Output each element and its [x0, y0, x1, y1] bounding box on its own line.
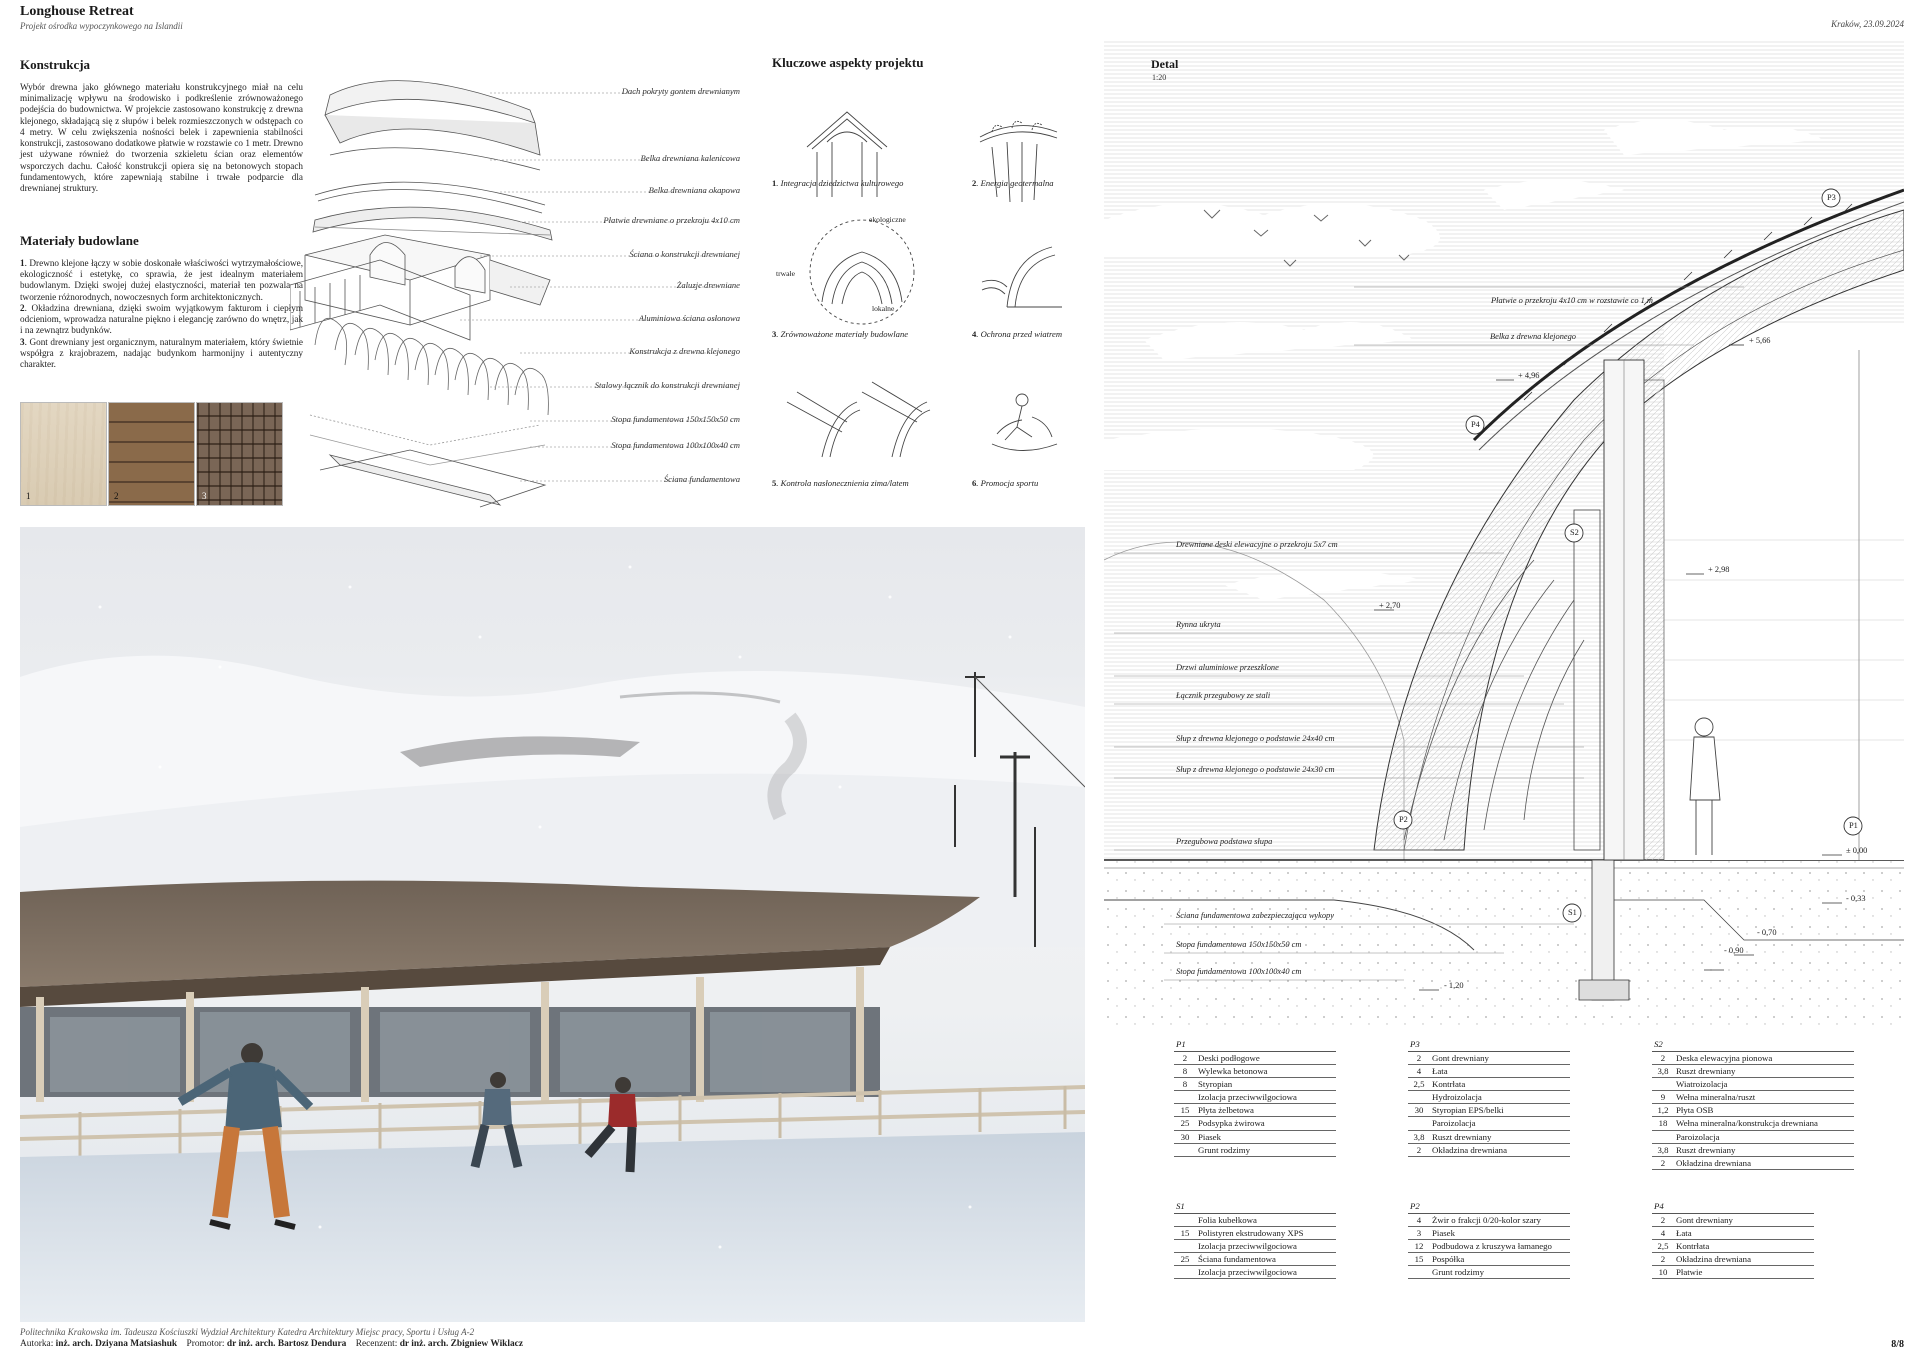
level-sign: -: [1846, 894, 1849, 903]
layer-material: Izolacja przeciwwilgociowa: [1198, 1092, 1297, 1103]
layer-thickness: 15: [1180, 1228, 1190, 1239]
layer-thickness: [1408, 1117, 1430, 1129]
layer-table-p2: [1408, 1201, 1570, 1279]
level-value: 1,20: [1448, 981, 1464, 990]
layer-thickness: 10: [1658, 1267, 1668, 1278]
layer-thickness: 15: [1414, 1254, 1424, 1265]
layer-row: [1408, 1117, 1570, 1130]
sustainable-materials-icon: [792, 212, 932, 332]
layer-row: [1174, 1117, 1336, 1130]
level-sign: +: [1518, 371, 1523, 380]
layer-material: Płatwie: [1676, 1267, 1703, 1278]
layer-row: [1652, 1052, 1854, 1065]
layer-thickness: [1652, 1131, 1674, 1143]
layer-material: Paroizolacja: [1676, 1131, 1720, 1142]
layer-material: Kontrłata: [1432, 1079, 1466, 1090]
layer-row: [1174, 1227, 1336, 1240]
material-2-text: . Okładzina drewniana, dzięki swoim wyjątkowym fakturom i ciepłym odcieniom, wprowadza naturalne piękno i elegancję zarówno do wnętrz, jak i na zewnątrz budynków.: [20, 302, 303, 336]
sport-icon: [977, 382, 1067, 462]
detail-label-footing-150: Stopa fundamentowa 150x150x50 cm: [1176, 940, 1302, 949]
layer-material: Ruszt drewniany: [1676, 1066, 1736, 1077]
level-value: 4,96: [1524, 371, 1540, 380]
material-swatch-cladding: [108, 402, 195, 506]
layer-table-title: P4: [1652, 1201, 1814, 1214]
layer-row: [1174, 1104, 1336, 1117]
layer-thickness: [1174, 1240, 1196, 1252]
layer-thickness: 3: [1416, 1228, 1422, 1239]
level-value: 0,00: [1852, 846, 1868, 855]
detail-label-column-24x40: Słup z drewna klejonego o podstawie 24x40 cm: [1176, 734, 1335, 743]
layer-thickness: 18: [1658, 1118, 1668, 1129]
material-3-text: . Gont drewniany jest organicznym, naturalnym materiałem, który świetnie współgra z krajobrazem, nadając budynkom harmonijny i autentyczny charakter.: [20, 336, 303, 369]
layer-material: Łata: [1432, 1066, 1448, 1077]
level-sign: -: [1444, 981, 1447, 990]
axo-label-roof: Dach pokryty gontem drewnianym: [621, 86, 740, 96]
detail-drawing: [1104, 40, 1904, 1030]
aspect-4: [972, 329, 1062, 339]
word-trwale: trwałe: [776, 269, 795, 278]
layer-thickness: 2,5: [1657, 1241, 1669, 1252]
aspect-5-label: . Kontrola nasłonecznienia zima/latem: [776, 478, 909, 488]
layer-material: Pospółka: [1432, 1254, 1465, 1265]
callout-s1: S1: [1568, 908, 1577, 917]
layer-material: Okładzina drewniana: [1676, 1157, 1751, 1168]
detail-title: Detal: [1151, 57, 1179, 71]
detail-label-column-base: Przegubowa podstawa słupa: [1176, 837, 1273, 846]
layer-thickness: 25: [1180, 1254, 1190, 1265]
layer-row: [1174, 1078, 1336, 1091]
layer-material: Hydroizolacja: [1432, 1092, 1482, 1103]
axo-label-steel-connector: Stalowy łącznik do konstrukcji drewnianej: [594, 380, 740, 390]
layer-row: [1408, 1078, 1570, 1091]
materials-heading: Materiały budowlane: [20, 233, 139, 248]
detail-label-purlins: Płatwie o przekroju 4x10 cm w rozstawie co 1 m: [1491, 296, 1653, 305]
layer-row: [1408, 1131, 1570, 1144]
material-3-num: 3: [20, 336, 25, 347]
layer-material: Wełna mineralna/konstrukcja drewniana: [1676, 1118, 1818, 1129]
axo-label-footing-100: Stopa fundamentowa 100x100x40 cm: [611, 440, 740, 450]
layer-table-title: P1: [1174, 1039, 1336, 1052]
key-aspects-heading: Kluczowe aspekty projektu: [772, 55, 924, 70]
layer-thickness: 3,8: [1657, 1066, 1669, 1077]
materials-text: [20, 258, 303, 370]
layer-material: Łata: [1676, 1228, 1692, 1239]
layer-thickness: 30: [1414, 1105, 1424, 1116]
layer-thickness: 1,2: [1657, 1105, 1669, 1116]
layer-material: Izolacja przeciwwilgociowa: [1198, 1267, 1297, 1278]
layer-material: Izolacja przeciwwilgociowa: [1198, 1241, 1297, 1252]
detail-label-cladding: Drewniane deski elewacyjne o przekroju 5x7 cm: [1176, 540, 1338, 549]
aspect-3: [772, 329, 908, 339]
construction-heading: Konstrukcja: [20, 57, 91, 72]
layer-row: [1408, 1065, 1570, 1078]
layer-row: [1174, 1091, 1336, 1104]
layer-thickness: 12: [1414, 1241, 1424, 1252]
layer-material: Piasek: [1432, 1228, 1455, 1239]
axo-label-eaves-beam: Belka drewniana okapowa: [648, 185, 740, 195]
layer-material: Kontrłata: [1676, 1241, 1710, 1252]
layer-thickness: 2: [1660, 1053, 1666, 1063]
layer-thickness: 8: [1182, 1066, 1188, 1077]
axo-label-glulam: Konstrukcja z drewna klejonego: [629, 346, 740, 356]
material-2-num: 2: [20, 302, 25, 313]
layer-row: [1174, 1240, 1336, 1253]
layer-material: Grunt rodzimy: [1198, 1144, 1251, 1155]
layer-row: [1652, 1131, 1854, 1144]
layer-row: [1408, 1052, 1570, 1065]
level-0-90: [1724, 946, 1744, 955]
layer-thickness: 2: [1660, 1254, 1666, 1265]
layer-row: [1408, 1214, 1570, 1227]
layer-table-title: S2: [1652, 1039, 1854, 1052]
level-1-20: [1444, 981, 1464, 990]
reviewer-name: dr inż. arch. Zbigniew Wiklacz: [399, 1339, 523, 1349]
layer-thickness: 2,5: [1413, 1079, 1425, 1090]
layer-row: [1174, 1144, 1336, 1157]
layer-table-s1: [1174, 1201, 1336, 1279]
aspect-6-label: . Promocja sportu: [976, 478, 1039, 488]
layer-row: [1174, 1253, 1336, 1266]
promoter-name: dr inż. arch. Bartosz Dendura: [226, 1339, 347, 1349]
detail-label-footing-100: Stopa fundamentowa 100x100x40 cm: [1176, 967, 1302, 976]
axo-label-timber-wall: Ściana o konstrukcji drewnianej: [629, 249, 740, 259]
layer-row: [1408, 1091, 1570, 1104]
aspect-2-label: . Energia geotermalna: [976, 178, 1054, 188]
level-0-00: [1846, 846, 1867, 855]
material-1-num: 1: [20, 258, 25, 268]
level-2-98: [1708, 565, 1729, 574]
layer-row: [1408, 1266, 1570, 1279]
layer-material: Grunt rodzimy: [1432, 1267, 1485, 1278]
axo-label-curtain-wall: Aluminiowa ściana osłonowa: [638, 313, 740, 323]
swatch-label: 2: [114, 491, 119, 501]
sun-control-icon: [782, 372, 932, 462]
visualization-render: [20, 527, 1085, 1322]
page-subtitle: Projekt ośrodka wypoczynkowego na Islandii: [20, 21, 183, 31]
construction-text: Wybór drewna jako głównego materiału konstrukcyjnego miał na celu minimalizację wpływu na środowisko i podkreślenie zrównoważonego podejścia do budownictwa. W projekcie zastosowano konstrukcję z drewna klejonego, składającą się z słupów i belek rozmieszczonych w odstępach co 4 metry. W celu zwiększenia nośności belek i zapewnienia stabilności konstrukcji, zastosowano dodatkowe płatwie w rozstawie co 1 metr. Drewno jest używane również do tworzenia szkieletu ścian oraz elementów wsporczych dachu. Całość konstrukcji opiera się na betonowych stopach fundamentowych, które zapewniają stabilne i trwałe podparcie dla drewnianej struktury.: [20, 82, 303, 193]
swatch-label: 3: [202, 491, 207, 501]
layer-material: Żwir o frakcji 0/20-kolor szary: [1432, 1215, 1541, 1225]
layer-row: [1408, 1227, 1570, 1240]
level-sign: +: [1749, 336, 1754, 345]
layer-row: [1174, 1052, 1336, 1065]
wind-protection-icon: [977, 222, 1067, 322]
detail-label-glulam-beam: Belka z drewna klejonego: [1490, 332, 1576, 341]
layer-thickness: 2: [1416, 1053, 1422, 1063]
layer-row: [1174, 1266, 1336, 1279]
layer-table-title: P3: [1408, 1039, 1570, 1052]
layer-material: Styropian EPS/belki: [1432, 1105, 1504, 1116]
aspect-1-label: . Integracja dziedzictwa kulturowego: [776, 178, 904, 188]
layer-table-title: P2: [1408, 1201, 1570, 1214]
layer-thickness: [1174, 1091, 1196, 1103]
layer-thickness: 4: [1660, 1228, 1666, 1239]
callout-p4: P4: [1471, 420, 1480, 429]
layer-material: Płyta żelbetowa: [1198, 1105, 1254, 1116]
page-number: 8/8: [1891, 1339, 1904, 1350]
aspect-3-label: . Zrównoważone materiały budowlane: [776, 329, 909, 339]
layer-thickness: 4: [1416, 1215, 1422, 1225]
material-swatch-shingle: [196, 402, 283, 506]
layer-material: Deska elewacyjna pionowa: [1676, 1053, 1773, 1063]
footer-institution: Politechnika Krakowska im. Tadeusza Kościuszki Wydział Architektury Katedra Architektury Miejsc pracy, Sportu i Usług A-2: [20, 1327, 475, 1337]
layer-material: Folia kubełkowa: [1198, 1215, 1257, 1225]
level-4-96: [1518, 371, 1539, 380]
layer-material: Wełna mineralna/ruszt: [1676, 1092, 1756, 1103]
layer-table-p1: [1174, 1039, 1336, 1157]
promoter-label: Promotor:: [186, 1339, 225, 1349]
layer-row: [1174, 1214, 1336, 1227]
aspect-3-num: 3: [772, 329, 777, 339]
axo-label-foundation-wall: Ściana fundamentowa: [663, 474, 740, 484]
detail-scale: 1:20: [1152, 73, 1167, 82]
layer-row: [1408, 1144, 1570, 1157]
heritage-icon: [802, 97, 892, 207]
aspect-2: [972, 178, 1054, 188]
footer-credits: [20, 1339, 523, 1349]
layer-material: Podsypka żwirowa: [1198, 1118, 1265, 1129]
layer-thickness: 30: [1180, 1131, 1190, 1142]
layer-material: Piasek: [1198, 1131, 1221, 1142]
axo-label-purlins: Płatwie drewniane o przekroju 4x10 cm: [603, 215, 740, 225]
detail-label-door: Drzwi aluminiowe przeszklone: [1176, 663, 1279, 672]
level-sign: +: [1708, 565, 1713, 574]
level-value: 2,70: [1385, 601, 1401, 610]
axo-label-footing-150: Stopa fundamentowa 150x150x50 cm: [611, 414, 740, 424]
layer-row: [1408, 1253, 1570, 1266]
layer-thickness: 9: [1660, 1092, 1666, 1103]
level-value: 0,70: [1761, 928, 1777, 937]
layer-table-p3: [1408, 1039, 1570, 1157]
layer-material: Ruszt drewniany: [1432, 1131, 1492, 1142]
callout-s2: S2: [1570, 528, 1579, 537]
render-scene: [20, 527, 1085, 1322]
material-swatch-glulam: [20, 402, 107, 506]
layer-material: Wiatroizolacja: [1676, 1079, 1728, 1090]
layer-row: [1652, 1117, 1854, 1130]
layer-row: [1652, 1104, 1854, 1117]
aspect-4-label: . Ochrona przed wiatrem: [976, 329, 1063, 339]
detail-label-retaining-wall: Ściana fundamentowa zabezpieczająca wykopy: [1176, 911, 1334, 920]
layer-thickness: [1174, 1144, 1196, 1156]
level-2-70: [1379, 601, 1400, 610]
aspect-6-num: 6: [972, 478, 977, 488]
layer-table-s2: [1652, 1039, 1854, 1170]
level-sign: ±: [1846, 846, 1851, 855]
callout-p3: P3: [1827, 193, 1836, 202]
layer-thickness: 15: [1180, 1105, 1190, 1116]
layer-material: Ściana fundamentowa: [1198, 1254, 1276, 1265]
layer-thickness: [1408, 1266, 1430, 1278]
layer-row: [1408, 1240, 1570, 1253]
layer-thickness: 3,8: [1657, 1144, 1669, 1155]
layer-row: [1652, 1157, 1854, 1170]
layer-material: Ruszt drewniany: [1676, 1144, 1736, 1155]
level-sign: -: [1724, 946, 1727, 955]
layer-row: [1652, 1227, 1814, 1240]
level-value: 0,33: [1850, 894, 1866, 903]
layer-material: Okładzina drewniana: [1676, 1254, 1751, 1265]
aspect-1: [772, 178, 903, 188]
page-title: Longhouse Retreat: [20, 4, 134, 19]
level-sign: +: [1379, 601, 1384, 610]
key-aspects-panel: [772, 52, 1092, 502]
detail-section: [1104, 40, 1904, 1030]
exploded-axonometry: [290, 55, 740, 510]
layer-material: Gont drewniany: [1432, 1053, 1489, 1063]
layer-row: [1652, 1214, 1814, 1227]
layer-row: [1652, 1253, 1814, 1266]
word-lokalne: lokalne: [872, 304, 895, 313]
layer-thickness: [1652, 1078, 1674, 1090]
layer-row: [1174, 1131, 1336, 1144]
detail-label-column-24x30: Słup z drewna klejonego o podstawie 24x30 cm: [1176, 765, 1335, 774]
layer-thickness: 2: [1416, 1144, 1422, 1155]
layer-table-title: S1: [1174, 1201, 1336, 1214]
layer-material: Płyta OSB: [1676, 1105, 1714, 1116]
layer-material: Okładzina drewniana: [1432, 1144, 1507, 1155]
callout-p1: P1: [1849, 821, 1858, 830]
layer-thickness: 25: [1180, 1118, 1190, 1129]
level-value: 0,90: [1728, 946, 1744, 955]
geothermal-icon: [972, 102, 1062, 207]
swatch-label: 1: [26, 491, 31, 501]
layer-row: [1652, 1144, 1854, 1157]
layer-thickness: 8: [1182, 1079, 1188, 1090]
layer-thickness: 4: [1416, 1066, 1422, 1077]
layer-row: [1652, 1065, 1854, 1078]
aspect-5: [772, 478, 909, 488]
layer-thickness: [1174, 1266, 1196, 1278]
layer-thickness: [1174, 1214, 1196, 1226]
level-value: 2,98: [1714, 565, 1730, 574]
word-ekologiczne: ekologiczne: [869, 215, 906, 224]
author-label: Autorka:: [20, 1339, 54, 1349]
level-0-70: [1757, 928, 1777, 937]
layer-row: [1652, 1240, 1814, 1253]
reviewer-label: Recenzent:: [355, 1339, 398, 1349]
layer-material: Podbudowa z kruszywa łamanego: [1432, 1241, 1552, 1252]
layer-material: Gont drewniany: [1676, 1215, 1733, 1225]
author-name: inż. arch. Dziyana Matsiashuk: [55, 1339, 178, 1349]
layer-thickness: [1408, 1091, 1430, 1103]
layer-thickness: 2: [1660, 1157, 1666, 1168]
layer-row: [1652, 1266, 1814, 1279]
layer-thickness: 3,8: [1413, 1131, 1425, 1142]
date-label: Kraków, 23.09.2024: [1831, 19, 1904, 29]
axo-label-louvres: Żaluzje drewniane: [676, 280, 740, 290]
aspect-1-num: 1: [772, 178, 777, 188]
layer-row: [1408, 1104, 1570, 1117]
layer-material: Polistyren ekstrudowany XPS: [1198, 1228, 1304, 1239]
layer-row: [1652, 1091, 1854, 1104]
layer-row: [1652, 1078, 1854, 1091]
layer-row: [1174, 1065, 1336, 1078]
layer-material: Styropian: [1198, 1079, 1233, 1090]
layer-material: Paroizolacja: [1432, 1118, 1476, 1129]
layer-table-p4: [1652, 1201, 1814, 1279]
detail-label-gutter: Rynna ukryta: [1176, 620, 1221, 629]
level-sign: -: [1757, 928, 1760, 937]
aspect-4-num: 4: [972, 329, 977, 339]
level-value: 5,66: [1755, 336, 1771, 345]
aspect-5-num: 5: [772, 478, 777, 488]
level-0-33: [1846, 894, 1866, 903]
axo-label-ridge-beam: Belka drewniana kalenicowa: [640, 153, 740, 163]
aspect-2-num: 2: [972, 178, 977, 188]
material-1-text: . Drewno klejone łączy w sobie doskonałe właściwości wytrzymałościowe, ekologiczność i estetykę, co sprawia, że jest idealnym materiałem budowlanym. Dzięki swojej dużej elastyczności, materiał ten pozwala na tworzenie różnorodnych, nowoczesnych form architektonicznych.: [20, 258, 303, 302]
layer-material: Deski podłogowe: [1198, 1053, 1260, 1063]
layer-material: Wylewka betonowa: [1198, 1066, 1268, 1077]
layer-thickness: 2: [1182, 1053, 1188, 1063]
detail-label-steel-hinge: Łącznik przegubowy ze stali: [1176, 691, 1271, 700]
level-5-66: [1749, 336, 1770, 345]
aspect-6: [972, 478, 1038, 488]
callout-p2: P2: [1399, 815, 1408, 824]
layer-thickness: 2: [1660, 1215, 1666, 1225]
